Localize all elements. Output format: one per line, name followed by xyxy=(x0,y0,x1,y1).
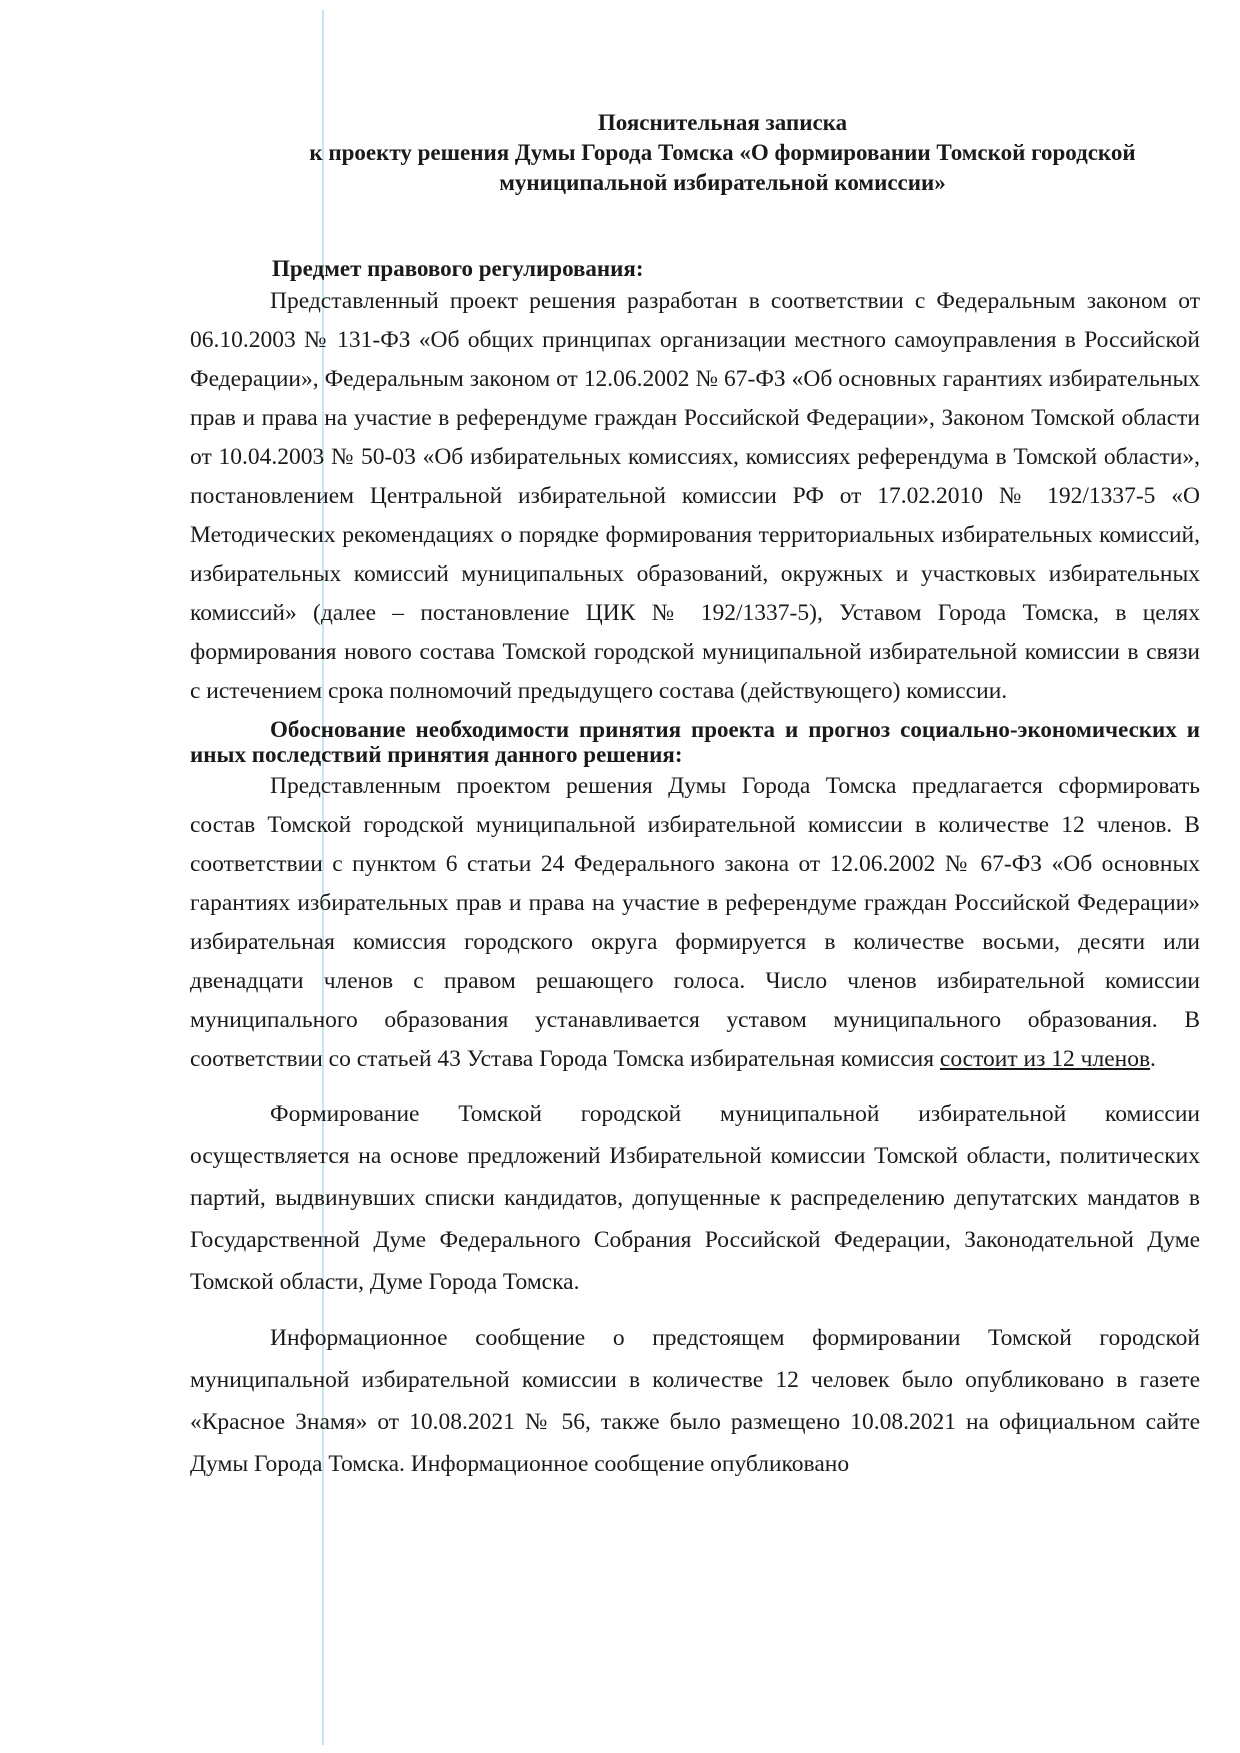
title-line-2: к проекту решения Думы Города Томска «О формировании Томской городской xyxy=(309,140,1136,165)
paragraph-subject: Представленный проект решения разработан в соответствии с Федеральным законом от 06.10.2003 № 131-ФЗ «Об общих принципах организации местного самоуправления в Российской Федерации», Федеральным законом от 12.06.2002 № 67-ФЗ «Об основных гарантиях избирательных прав и права на участие в референдуме граждан Российской Федерации», Законом Томской области от 10.04.2003 № 50-03 «Об избирательных комиссиях, комиссиях референдума в Томской области», постановлением Центральной избирательной комиссии РФ от 17.02.2010 № 192/1337-5 «О Методических рекомендациях о порядке формирования территориальных избирательных комиссий, избирательных комиссий муниципальных образований, окружных и участковых избирательных комиссий» (далее – постановление ЦИК № 192/1337-5), Уставом Города Томска, в целях формирования нового состава Томской городской муниципальной избирательной комиссии в связи с истечением срока полномочий предыдущего состава (действующего) комиссии. xyxy=(190,288,1200,704)
section-heading-justification: Обоснование необходимости принятия проекта и прогноз социально-экономических и иных последствий принятия данного решения: xyxy=(190,717,1200,767)
paragraph-justification xyxy=(190,767,1200,1079)
title-line-3: муниципальной избирательной комиссии» xyxy=(499,170,946,195)
paragraph-information: Информационное сообщение о предстоящем формировании Томской городской муниципальной избирательной комиссии в количестве 12 человек было опубликовано в газете «Красное Знамя» от 10.08.2021 № 56, также было размещено 10.08.2021 на официальном сайте Думы Города Томска. Информационное сообщение опубликовано xyxy=(190,1325,1200,1477)
section-heading-subject: Предмет правового регулирования: xyxy=(272,256,644,281)
paragraph-formation: Формирование Томской городской муниципальной избирательной комиссии осуществляется на основе предложений Избирательной комиссии Томской области, политических партий, выдвинувших списки кандидатов, допущенные к распределению депутатских мандатов в Государственной Думе Федерального Собрания Российской Федерации, Законодательной Думе Томской области, Думе Города Томска. xyxy=(190,1101,1200,1295)
document-title xyxy=(245,108,1200,198)
paragraph-justification-text: Представленным проектом решения Думы Города Томска предлагается сформировать состав Томской городской муниципальной избирательной комиссии в количестве 12 членов. В соответствии с пунктом 6 статьи 24 Федерального закона от 12.06.2002 № 67-ФЗ «Об основных гарантиях избирательных прав и права на участие в референдуме граждан Российской Федерации» избирательная комиссия городского округа формируется в количестве восьми, десяти или двенадцати членов с правом решающего голоса. Число членов избирательной комиссии муниципального образования устанавливается уставом муниципального образования. В соответствии со статьей 43 Устава Города Томска избирательная комиссия xyxy=(190,773,1200,1072)
underlined-phrase: состоит из 12 членов xyxy=(939,1046,1151,1072)
title-line-1: Пояснительная записка xyxy=(597,110,848,135)
paragraph-justification-end: . xyxy=(1150,1046,1156,1072)
document-page xyxy=(190,108,1200,1485)
